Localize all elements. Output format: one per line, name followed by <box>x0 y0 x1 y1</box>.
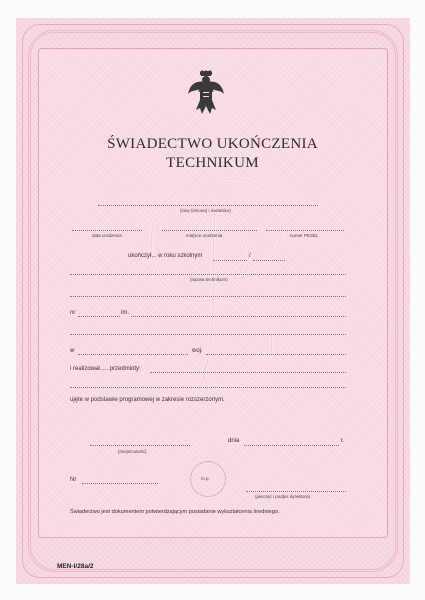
form-code: MEN-I/28a/2 <box>57 563 94 570</box>
school-name-line[interactable] <box>70 274 346 275</box>
realized-text: i realizował..... przedmioty: <box>70 366 141 372</box>
mp-caption: m.p. <box>201 476 210 481</box>
place-caption: (miejscowość) <box>118 449 147 454</box>
certificate-nr-label: Nr <box>70 477 77 483</box>
pesel-field-line[interactable] <box>266 230 344 231</box>
birthdate-field-line[interactable] <box>72 230 142 231</box>
pesel-caption: numer PESEL <box>290 233 319 238</box>
certificate-number-line[interactable] <box>82 483 158 484</box>
woj-label: woj. <box>192 348 203 354</box>
year-suffix: r. <box>341 438 345 444</box>
voivodeship-line[interactable] <box>206 354 346 355</box>
polish-eagle-emblem-icon <box>186 70 226 116</box>
im-label: im. <box>121 310 129 316</box>
birthplace-caption: miejsce urodzenia <box>186 233 223 238</box>
school-name-line-2[interactable] <box>70 296 346 297</box>
school-year-end-line[interactable] <box>253 260 285 261</box>
place-line[interactable] <box>90 445 190 446</box>
school-number-line[interactable] <box>78 316 120 317</box>
dnia-label: dnia <box>228 438 240 444</box>
school-name-caption: (nazwa technikum) <box>190 277 228 282</box>
w-label: w <box>70 348 75 354</box>
birthplace-field-line[interactable] <box>162 230 257 231</box>
stamp-caption: (pieczęć i podpis dyrektora) <box>255 494 311 499</box>
name-field-line[interactable] <box>98 205 318 206</box>
nr-label: nr <box>70 310 76 316</box>
birthdate-caption: data urodzenia <box>92 233 122 238</box>
subjects-line[interactable] <box>150 372 346 373</box>
town-line[interactable] <box>78 354 188 355</box>
director-signature-line[interactable] <box>246 491 346 492</box>
date-line[interactable] <box>244 445 339 446</box>
school-year-start-line[interactable] <box>213 260 247 261</box>
certificate-title-line1: ŚWIADECTWO UKOŃCZENIA <box>107 136 318 152</box>
name-caption: (imię (imiona) i nazwisko) <box>180 208 231 213</box>
completed-text: ukończył... w roku szkolnym <box>128 253 203 259</box>
subjects-line-2[interactable] <box>70 387 346 388</box>
school-patron-line[interactable] <box>131 316 346 317</box>
extended-scope-text: ujęte w podstawie programowej w zakresie rozszerzonym. <box>70 397 225 403</box>
patron-continuation-line[interactable] <box>70 334 346 335</box>
school-year-slash: / <box>249 253 251 259</box>
footer-note: Świadectwo jest dokumentem potwierdzającym posiadanie wykształcenia średniego. <box>70 509 280 515</box>
certificate-title-line2: TECHNIKUM <box>166 155 259 171</box>
